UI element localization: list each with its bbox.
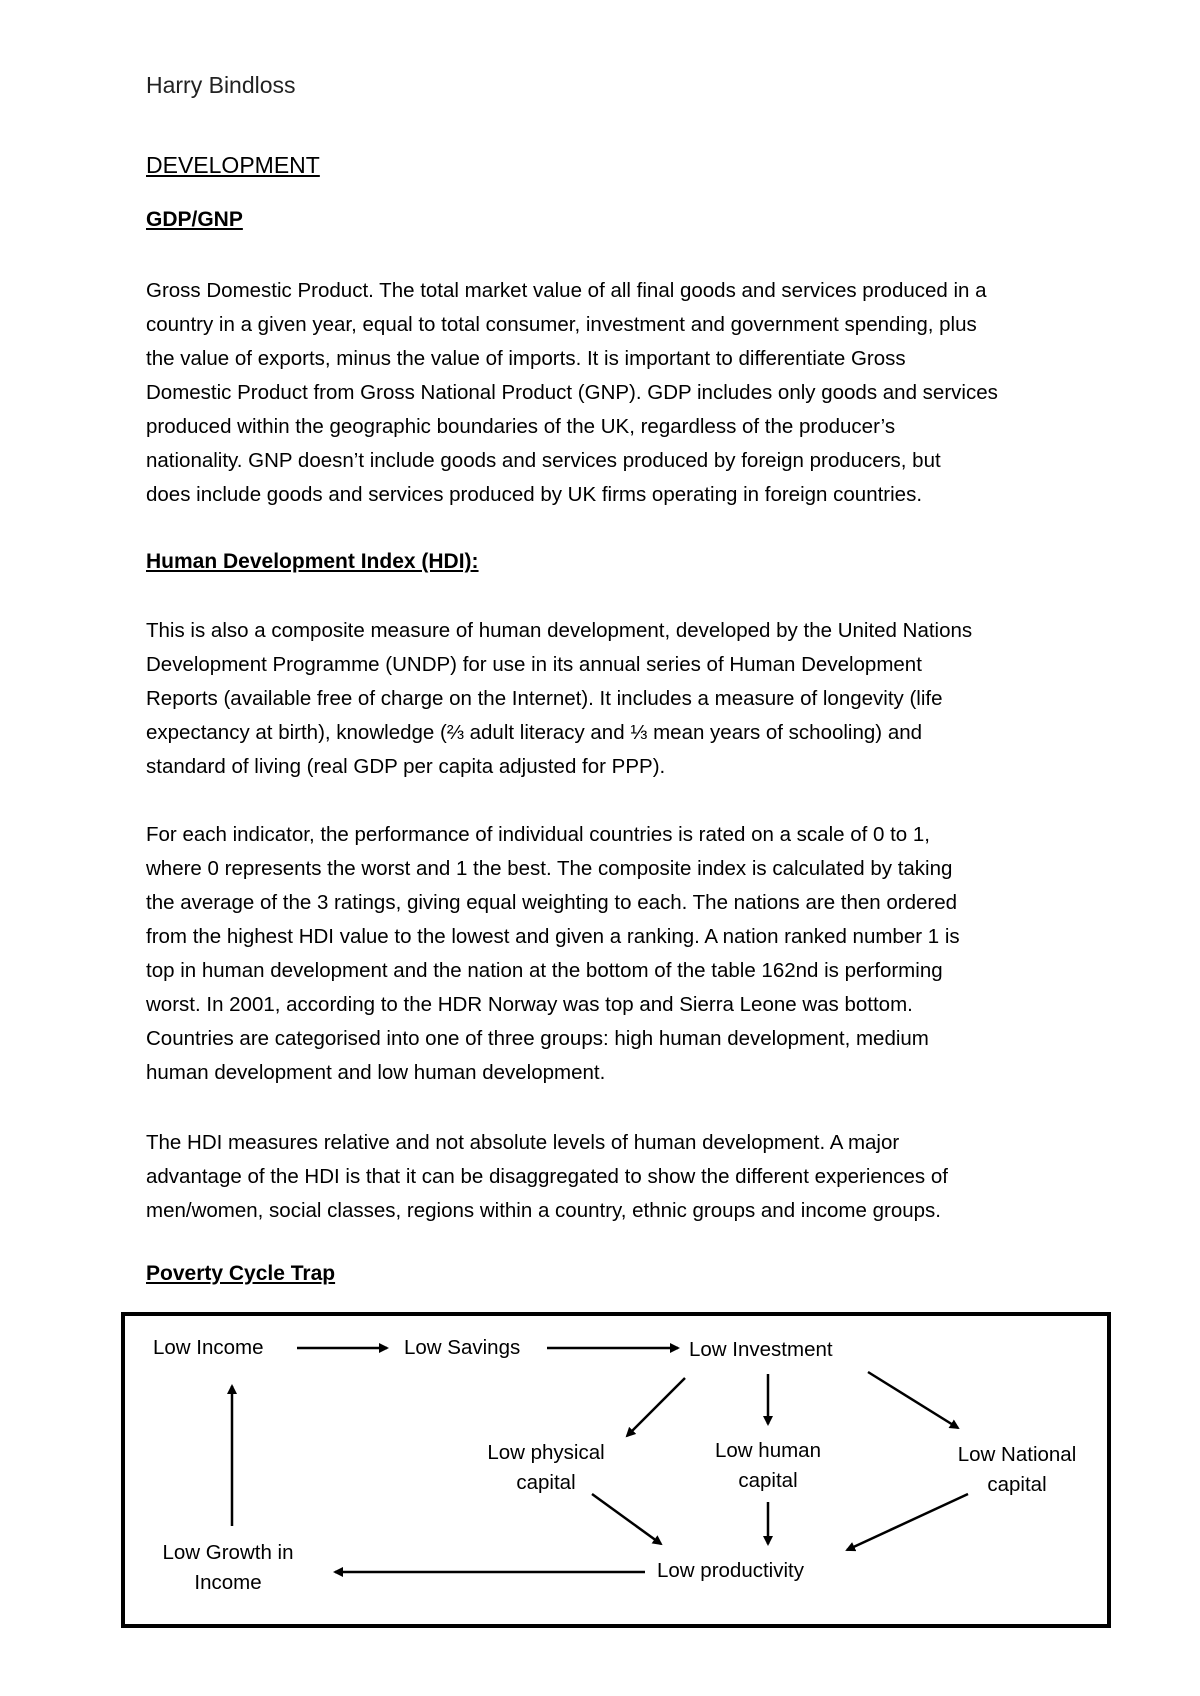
text-line: Countries are categorised into one of three groups: high human development, medium (146, 1027, 929, 1050)
hdi-paragraph-1 (146, 614, 1076, 784)
node-line: Income (194, 1571, 262, 1594)
text-line: expectancy at birth), knowledge (⅔ adult literacy and ⅓ mean years of schooling) and (146, 721, 923, 744)
text-line: nationality. GNP doesn’t include goods and services produced by foreign producers, but (146, 449, 941, 472)
arrow-investment-to-national (868, 1372, 958, 1428)
node-low-investment: Low Investment (689, 1338, 833, 1361)
node-line: Low National (957, 1443, 1077, 1466)
text-line: from the highest HDI value to the lowest and given a ranking. A nation ranked number 1 is (146, 925, 960, 948)
text-line: worst. In 2001, according to the HDR Norway was top and Sierra Leone was bottom. (146, 993, 913, 1016)
poverty-cycle-diagram (121, 1312, 1111, 1628)
node-low-savings: Low Savings (404, 1336, 521, 1359)
text-line: the average of the 3 ratings, giving equal weighting to each. The nations are then ordered (146, 891, 958, 914)
gdp-heading: GDP/GNP (146, 208, 243, 231)
node-line: capital (738, 1469, 798, 1492)
node-low-physical-capital (481, 1438, 611, 1498)
node-line: Low Growth in (162, 1541, 294, 1564)
author-name: Harry Bindloss (146, 72, 296, 98)
text-line: country in a given year, equal to total consumer, investment and government spending, plus (146, 313, 977, 336)
node-low-income: Low Income (153, 1336, 264, 1359)
hdi-paragraph-3 (146, 1126, 1076, 1228)
node-line: Low physical (487, 1441, 605, 1464)
text-line: advantage of the HDI is that it can be disaggregated to show the different experiences of (146, 1165, 948, 1188)
document-title: DEVELOPMENT (146, 152, 320, 178)
text-line: human development and low human development. (146, 1061, 606, 1084)
text-line: For each indicator, the performance of individual countries is rated on a scale of 0 to 1, (146, 823, 930, 846)
text-line: the value of exports, minus the value of imports. It is important to differentiate Gross (146, 347, 906, 370)
arrow-national-to-productivity (847, 1494, 968, 1550)
text-line: This is also a composite measure of human development, developed by the United Nations (146, 619, 973, 642)
text-line: where 0 represents the worst and 1 the best. The composite index is calculated by taking (146, 857, 953, 880)
node-low-national-capital (947, 1440, 1087, 1500)
text-line: The HDI measures relative and not absolute levels of human development. A major (146, 1131, 900, 1154)
node-line: capital (516, 1471, 576, 1494)
poverty-heading: Poverty Cycle Trap (146, 1262, 336, 1285)
text-line: Gross Domestic Product. The total market value of all final goods and services produced in a (146, 279, 987, 302)
text-line: standard of living (real GDP per capita adjusted for PPP). (146, 755, 666, 778)
text-line: Development Programme (UNDP) for use in its annual series of Human Development (146, 653, 922, 676)
text-line: produced within the geographic boundaries of the UK, regardless of the producer’s (146, 415, 896, 438)
node-line: capital (987, 1473, 1047, 1496)
gdp-paragraph (146, 274, 1076, 512)
text-line: men/women, social classes, regions within a country, ethnic groups and income groups. (146, 1199, 941, 1222)
node-low-growth-in-income (153, 1538, 303, 1598)
node-line: Low human (715, 1439, 821, 1462)
hdi-heading: Human Development Index (HDI): (146, 550, 479, 573)
text-line: top in human development and the nation at the bottom of the table 162nd is performing (146, 959, 943, 982)
node-low-productivity: Low productivity (657, 1559, 804, 1582)
text-line: Reports (available free of charge on the Internet). It includes a measure of longevity (life (146, 687, 943, 710)
node-low-human-capital (703, 1436, 833, 1496)
arrow-investment-to-physical (627, 1378, 685, 1436)
hdi-paragraph-2 (146, 818, 1076, 1090)
text-line: does include goods and services produced by UK firms operating in foreign countries. (146, 483, 923, 506)
text-line: Domestic Product from Gross National Product (GNP). GDP includes only goods and services (146, 381, 998, 404)
arrow-physical-to-productivity (592, 1494, 661, 1544)
